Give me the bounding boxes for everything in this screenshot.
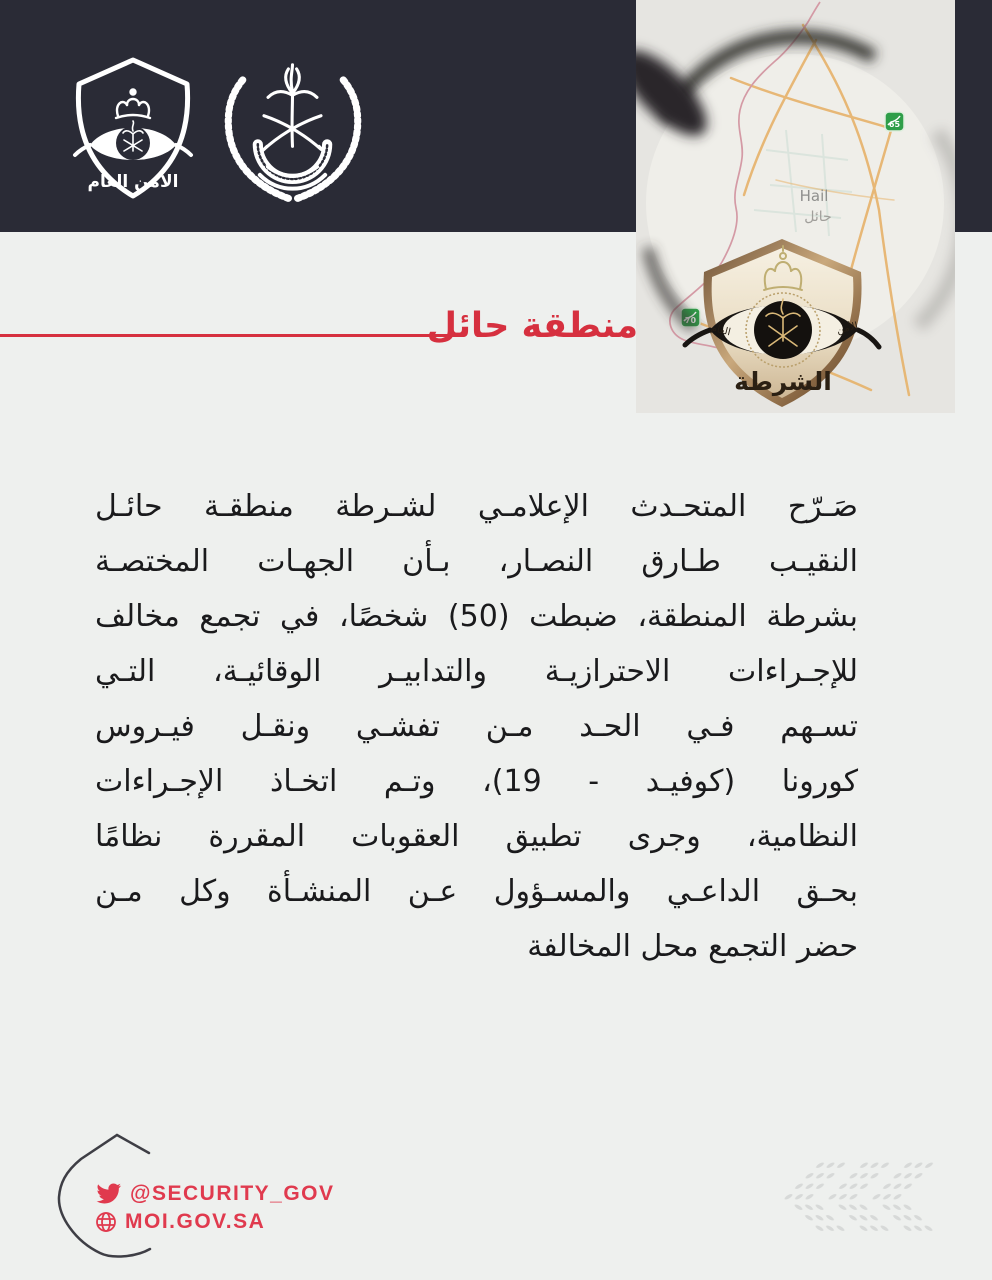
arc-band bbox=[258, 144, 327, 179]
crown-icon bbox=[116, 90, 150, 119]
body-text-line: تسـهم فـي الحـد مـن تفشـي ونقـل فيـروس bbox=[95, 709, 858, 744]
page-title: منطقة حائل bbox=[426, 306, 638, 346]
body-text-line: صَـرّح المتحـدث الإعلامـي لشـرطة منطقـة حائـل bbox=[95, 489, 858, 524]
title-divider bbox=[0, 334, 453, 337]
svg-text:70: 70 bbox=[684, 316, 697, 325]
ministry-of-interior-logo bbox=[215, 52, 371, 206]
twitter-icon bbox=[95, 1183, 122, 1205]
palm-tree-icon bbox=[268, 65, 317, 147]
public-security-label: الأمن العام bbox=[87, 172, 179, 192]
body-text-line: كورونا (كوفيـد - 19)، وتـم اتخـاذ الإجـراءات bbox=[95, 764, 858, 799]
twitter-row bbox=[95, 1183, 335, 1205]
body-text-line: حضر التجمع محل المخالفة bbox=[527, 929, 858, 964]
svg-text:65: 65 bbox=[888, 120, 901, 129]
twitter-handle: @SECURITY_GOV bbox=[130, 1182, 335, 1205]
body-text-line: النظامية، وجرى تطبيق العقوبات المقررة نظامًا bbox=[95, 819, 858, 854]
website-row bbox=[95, 1211, 335, 1233]
map-label-en: Hail bbox=[799, 187, 829, 205]
badge-text-left: العام bbox=[709, 322, 732, 339]
badge-police-label: الشرطة bbox=[734, 367, 832, 396]
body-text-line: للإجـراءات الاحترازيـة والتدابيـر الوقائيـة، التـي bbox=[95, 654, 858, 689]
public-security-logo bbox=[62, 54, 204, 202]
footer-social bbox=[95, 1183, 335, 1233]
website-url: MOI.GOV.SA bbox=[125, 1210, 266, 1233]
globe-icon bbox=[95, 1211, 117, 1233]
map-label-ar: حائل bbox=[804, 209, 832, 225]
road-sign-65 bbox=[885, 112, 904, 131]
body-text-line: بحـق الداعـي والمسـؤول عـن المنشـأة وكل مـن bbox=[95, 874, 858, 909]
body-text-line: النقيـب طـارق النصـار، بـأن الجهـات المختصـة bbox=[95, 544, 858, 579]
hail-map-photo bbox=[636, 0, 955, 413]
badge-text-right: الأمن bbox=[835, 320, 860, 337]
body-text-line: بشرطة المنطقة، ضبطت (50) شخصًا، في تجمع مخالف bbox=[95, 599, 858, 634]
announcement-text bbox=[95, 479, 858, 974]
